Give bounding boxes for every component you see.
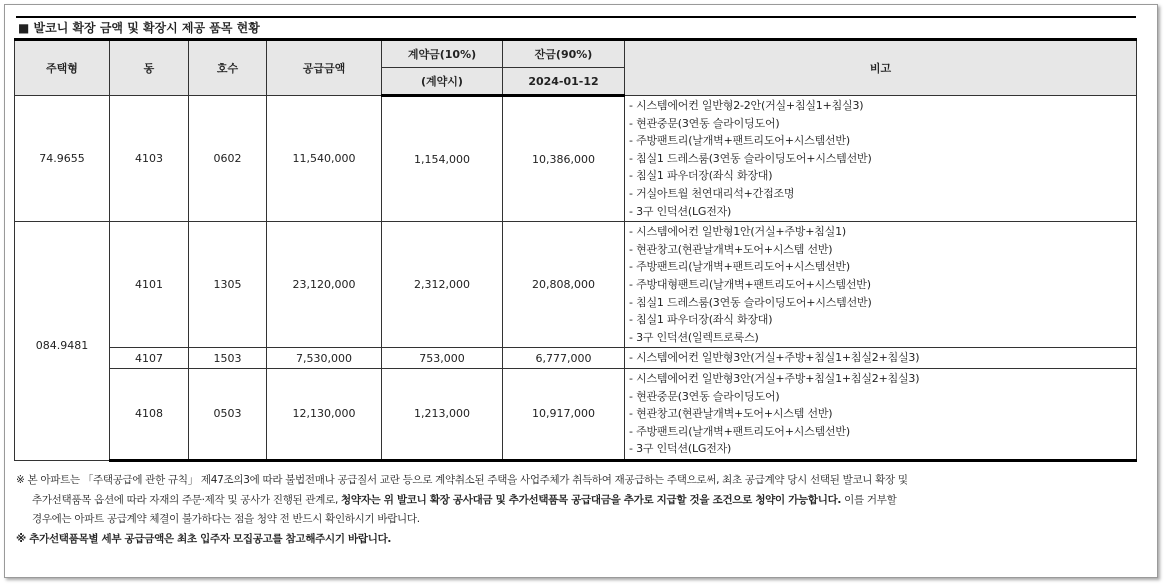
balance-cell: 6,777,000 [503,348,625,369]
ho-cell: 0602 [189,96,267,222]
ho-cell: 1305 [189,222,267,348]
remark-item: - 주방팬트리(날개벽+팬트리도어+시스템선반) [629,134,850,148]
table-row [15,96,1137,222]
footnote-line-1: ※ 본 아파트는 「주택공급에 관한 규칙」 제47조의3에 따라 불법전매나 공급질서 교란 등으로 계약취소된 주택을 사업주체가 취득하여 재공급하는 주택으로써, 최초 공급계약 당시 선택된 발코니 확장 및 [16,474,908,486]
remarks-cell [625,348,1137,369]
remark-item: - 침실1 드레스룸(3연동 슬라이딩도어+시스템선반) [629,151,872,165]
table-row [15,348,1137,369]
remark-item: - 거실아트월 천연대리석+간접조명 [629,186,795,200]
dong-cell: 4103 [110,96,189,222]
remark-item: - 3구 인덕션(일렉트로룩스) [629,330,759,344]
remark-item: - 시스템에어컨 일반형2-2안(거실+침실1+침실3) [629,99,864,112]
remark-item: - 주방팬트리(날개벽+팬트리도어+시스템선반) [629,260,850,274]
dong-cell: 4107 [110,348,189,369]
contract-cell: 1,154,000 [382,96,503,222]
remark-item: - 시스템에어컨 일반형3안(거실+주방+침실1+침실2+침실3) [629,351,920,365]
dong-cell: 4108 [110,368,189,460]
header-remarks: 비고 [625,40,1137,96]
footnote-line-2 [16,491,1136,511]
contract-cell: 1,213,000 [382,368,503,460]
remark-item: - 주방팬트리(날개벽+팬트리도어+시스템선반) [629,424,850,438]
header-balance: 잔금(90%) [503,40,625,68]
footnotes [16,471,1136,549]
remark-item: - 시스템에어컨 일반형1안(거실+주방+침실1) [629,225,846,239]
header-supply: 공급금액 [267,40,382,96]
remark-item: - 3구 인덕션(LG전자) [629,204,732,218]
remark-item: - 현관중문(3연동 슬라이딩도어) [629,389,780,403]
ho-cell: 1503 [189,348,267,369]
supply-cell: 23,120,000 [267,222,382,348]
header-ho: 호수 [189,40,267,96]
header-dong: 동 [110,40,189,96]
footnote-line-2-tail: 이를 거부할 [841,493,897,506]
ho-cell: 0503 [189,368,267,460]
supply-cell: 11,540,000 [267,96,382,222]
supply-cell: 12,130,000 [267,368,382,460]
header-balance-sub: 2024-01-12 [503,68,625,96]
remarks-cell [625,96,1137,222]
remarks-cell [625,222,1137,348]
dong-cell: 4101 [110,222,189,348]
remark-item: - 침실1 드레스룸(3연동 슬라이딩도어+시스템선반) [629,295,872,309]
header-contract: 계약금(10%) [382,40,503,68]
footnote-line-4: ※ 추가선택품목별 세부 공급금액은 최초 입주자 모집공고를 참고해주시기 바랍니다. [16,532,392,545]
section-title: ■ 발코니 확장 금액 및 확장시 제공 품목 현황 [16,16,1136,36]
remark-item: - 3구 인덕션(LG전자) [629,442,732,456]
contract-cell: 2,312,000 [382,222,503,348]
footnote-line-3: 경우에는 아파트 공급계약 체결이 불가하다는 점을 청약 전 반드시 확인하시기 바랍니다. [32,513,420,525]
header-contract-sub: (계약시) [382,68,503,96]
type-cell: 084.9481 [15,222,110,461]
remark-item: - 침실1 파우더장(좌식 화장대) [629,313,773,327]
remark-item: - 현관창고(현관날개벽+도어+시스템 선반) [629,242,833,256]
contract-cell: 753,000 [382,348,503,369]
remark-item: - 침실1 파우더장(좌식 화장대) [629,169,773,183]
remark-item: - 현관창고(현관날개벽+도어+시스템 선반) [629,407,833,421]
supply-cell: 7,530,000 [267,348,382,369]
table-row [15,368,1137,460]
footnote-line-2-text: 추가선택품목 옵션에 따라 자재의 주문·제작 및 공사가 진행된 관계로, [32,493,342,506]
balance-cell: 10,917,000 [503,368,625,460]
balance-cell: 20,808,000 [503,222,625,348]
type-cell: 74.9655 [15,96,110,222]
remarks-cell [625,368,1137,460]
header-type: 주택형 [15,40,110,96]
footnote-emphasis: 청약자는 위 발코니 확장 공사대금 및 추가선택품목 공급대금을 추가로 지급할 것을 조건으로 청약이 가능합니다. [341,493,842,506]
remark-item: - 주방대형팬트리(날개벽+팬트리도어+시스템선반) [629,277,871,291]
remark-item: - 시스템에어컨 일반형3안(거실+주방+침실1+침실2+침실3) [629,371,920,385]
remark-item: - 현관중문(3연동 슬라이딩도어) [629,116,780,130]
balance-cell: 10,386,000 [503,96,625,222]
balcony-price-table [14,38,1137,462]
table-row [15,222,1137,348]
